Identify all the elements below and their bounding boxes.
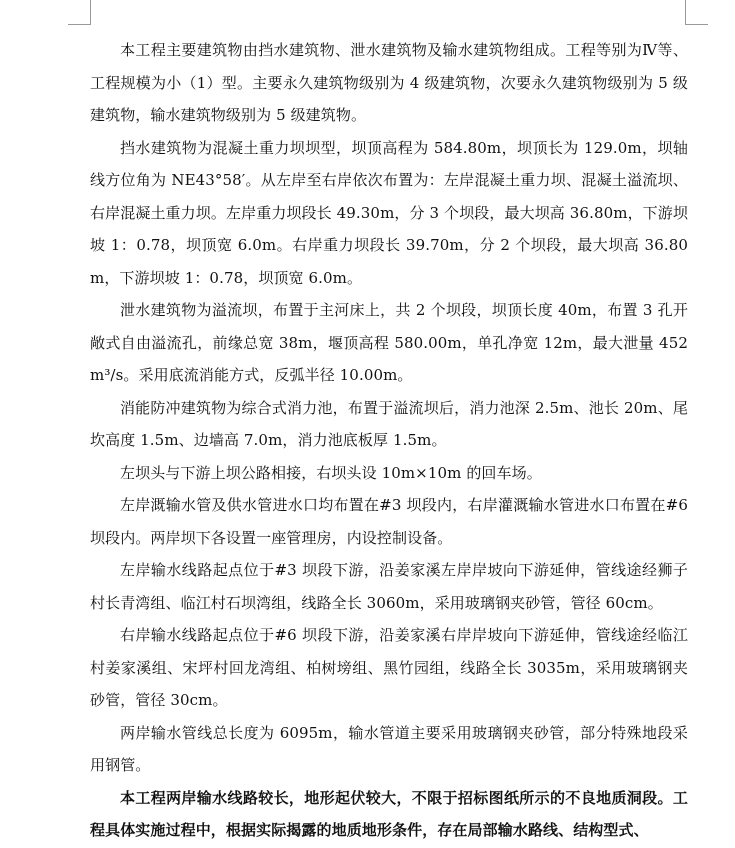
paragraph-water-retaining: 挡水建筑物为混凝土重力坝坝型，坝顶高程为 584.80m，坝顶长为 129.0m，坝轴线方位角为 NE43°58′。从左岸至右岸依次布置为：左岸混凝土重力坝、混凝土溢流坝、右岸混凝土重力坝。左岸重力坝段长 49.30m，分 3 个坝段，最大坝高 36.80m，下游坝坡 1：0.78，坝顶宽 6.0m。右岸重力坝段长 39.70m，分 2 个坝段，最大坝高 36.80m，下游坝坡 1：0.78，坝顶宽 6.0m。 xyxy=(90,138,688,287)
paragraph-right-pipeline: 右岸输水线路起点位于#6 坝段下游，沿姜家溪右岸岸坡向下游延伸，管线途经临江村姜家溪组、宋坪村回龙湾组、柏树塝组、黑竹园组，线路全长 3035m，采用玻璃钢夹砂管，管径 30cm。 xyxy=(90,626,688,709)
document-body[interactable] xyxy=(90,34,688,847)
margin-corner-mark-right xyxy=(685,0,708,25)
paragraph-intakes: 左岸溉输水管及供水管进水口均布置在#3 坝段内，右岸灌溉输水管进水口布置在#6 坝段内。两岸坝下各设置一座管理房，内设控制设备。 xyxy=(90,496,688,547)
paragraph-spillway: 泄水建筑物为溢流坝，布置于主河床上，共 2 个坝段，坝顶长度 40m，布置 3 孔开敞式自由溢流孔，前缘总宽 38m，堰顶高程 580.00m，单孔净宽 12m，最大泄量 452m³/s。采用底流消能方式，反弧半径 10.00m。 xyxy=(90,301,688,384)
paragraph-dam-abutments: 左坝头与下游上坝公路相接，右坝头设 10m×10m 的回车场。 xyxy=(120,463,542,482)
paragraph-left-pipeline: 左岸输水线路起点位于#3 坝段下游，沿姜家溪左岸岸坡向下游延伸，管线途经狮子村长青湾组、临江村石坝湾组，线路全长 3060m，采用玻璃钢夹砂管，管径 60cm。 xyxy=(90,561,688,612)
paragraph-stilling-basin: 消能防冲建筑物为综合式消力池，布置于溢流坝后，消力池深 2.5m、池长 20m、尾坎高度 1.5m、边墙高 7.0m，消力池底板厚 1.5m。 xyxy=(90,398,688,449)
margin-corner-mark-left xyxy=(68,0,91,25)
paragraph-total-pipeline: 两岸输水管线总长度为 6095m，输水管道主要采用玻璃钢夹砂管，部分特殊地段采用钢管。 xyxy=(90,723,688,774)
paragraph-geology-note: 本工程两岸输水线路较长，地形起伏较大，不限于招标图纸所示的不良地质洞段。工程具体实施过程中，根据实际揭露的地质地形条件，存在局部输水路线、结构型式、 xyxy=(90,788,688,839)
paragraph-buildings-overview: 本工程主要建筑物由挡水建筑物、泄水建筑物及输水建筑物组成。工程等别为Ⅳ等、工程规模为小（1）型。主要永久建筑物级别为 4 级建筑物，次要永久建筑物级别为 5 级建筑物，输水建筑物级别为 5 级建筑物。 xyxy=(90,41,688,124)
